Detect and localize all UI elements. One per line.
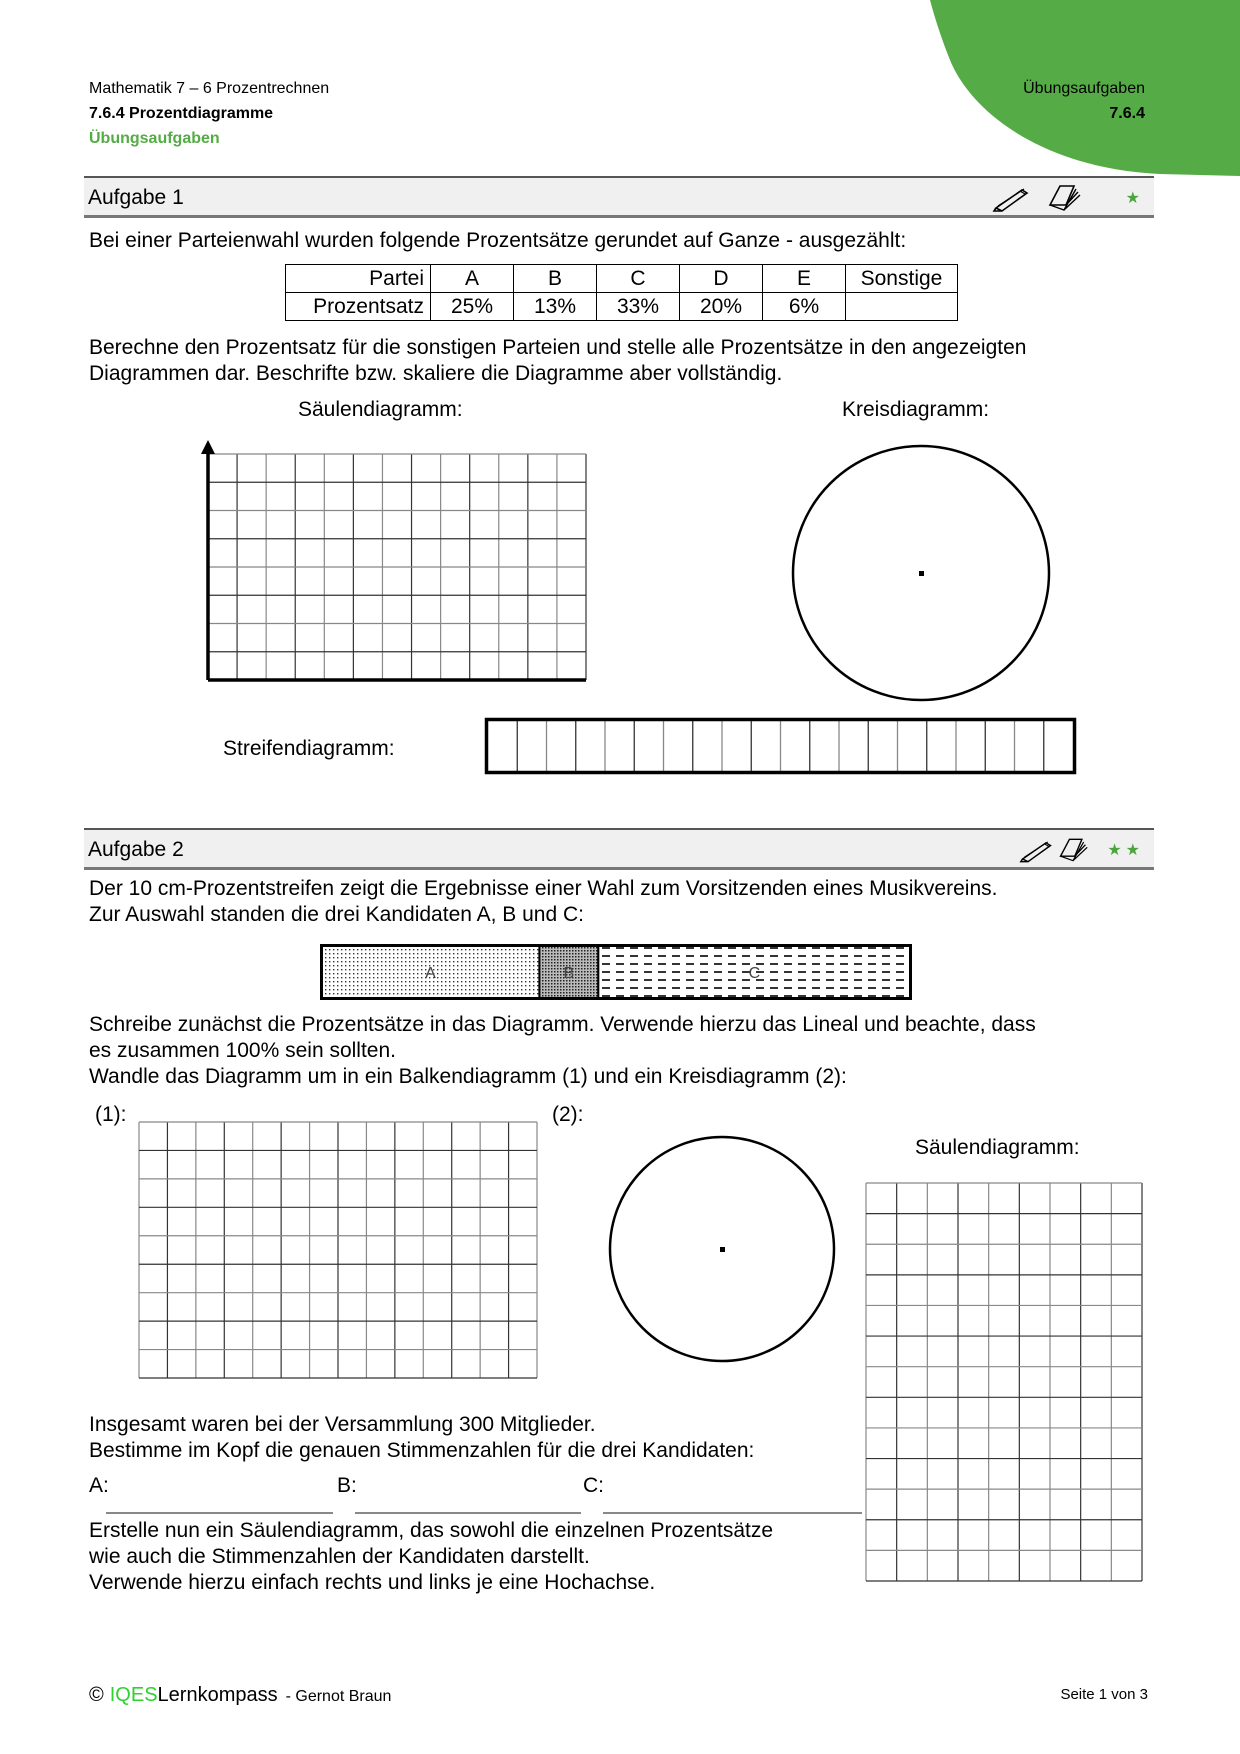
answer-label-a: A: — [89, 1474, 109, 1497]
task1-instruction-1: Berechne den Prozentsatz für die sonstigen Parteien und stelle alle Prozentsätze in den angezeigten — [89, 336, 1027, 359]
table-cell: C — [597, 265, 680, 293]
course-title: Mathematik 7 – 6 Prozentrechnen — [89, 80, 330, 97]
table-row — [286, 265, 958, 293]
copyright-symbol: © — [89, 1684, 104, 1706]
label-1: (1): — [95, 1103, 127, 1126]
table-cell: E — [763, 265, 846, 293]
circle-center-mark — [720, 1247, 725, 1252]
section-title: Übungsaufgaben — [89, 130, 220, 147]
answer-line-a[interactable] — [106, 1512, 333, 1514]
members-text: Insgesamt waren bei der Versammlung 300 Mitglieder. — [89, 1413, 596, 1436]
y-axis-arrow-icon — [201, 440, 215, 454]
table-cell: B — [514, 265, 597, 293]
table-cell: 33% — [597, 293, 680, 321]
table-cell: D — [680, 265, 763, 293]
answer-label-c: C: — [583, 1474, 604, 1497]
bar-chart-label: Säulendiagramm: — [298, 398, 463, 421]
answer-line-b[interactable] — [355, 1512, 581, 1514]
determine-text: Bestimme im Kopf die genauen Stimmenzahlen für die drei Kandidaten: — [89, 1439, 755, 1462]
pie-chart-circle[interactable] — [790, 444, 1052, 702]
sonstige-answer-cell[interactable] — [846, 293, 958, 321]
task2-text-1: Schreibe zunächst die Prozentsätze in das Diagramm. Verwende hierzu das Lineal und beachte, dass — [89, 1013, 1036, 1036]
task2-text-3: Wandle das Diagramm um in ein Balkendiagramm (1) und ein Kreisdiagramm (2): — [89, 1065, 847, 1088]
header-right-code: 7.6.4 — [1109, 105, 1145, 122]
percentage-table — [285, 264, 958, 321]
answer-line-c[interactable] — [603, 1512, 862, 1514]
page-header-right — [1023, 76, 1145, 126]
difficulty-stars: ★★ — [1107, 842, 1144, 859]
task2-title: Aufgabe 2 — [88, 838, 184, 861]
final-text-3: Verwende hierzu einfach rechts und links je eine Hochachse. — [89, 1571, 656, 1594]
column-chart-label: Säulendiagramm: — [915, 1136, 1080, 1159]
table-cell: A — [431, 265, 514, 293]
final-text-1: Erstelle nun ein Säulendiagramm, das sowohl die einzelnen Prozentsätze — [89, 1519, 774, 1542]
answer-label-b: B: — [337, 1474, 357, 1497]
task2-header — [84, 828, 1154, 870]
pencil-icon — [1019, 837, 1055, 863]
book-icon — [1057, 836, 1089, 864]
task1-instruction-2: Diagrammen dar. Beschrifte bzw. skaliere die Diagramme aber vollständig. — [89, 362, 783, 385]
stripe-diagram[interactable] — [485, 718, 1076, 774]
percent-stripe — [320, 944, 912, 1000]
table-row — [286, 293, 958, 321]
table-cell: Prozentsatz — [286, 293, 431, 321]
stripe-segment-label: C — [748, 965, 761, 982]
stripe-segment-label: A — [425, 965, 436, 982]
task2-intro-1: Der 10 cm-Prozentstreifen zeigt die Ergebnisse einer Wahl zum Vorsitzenden eines Musikvereins. — [89, 877, 998, 900]
table-cell: Partei — [286, 265, 431, 293]
logo-iqes: IQES — [109, 1684, 158, 1706]
table-cell: 6% — [763, 293, 846, 321]
page-number: Seite 1 von 3 — [1060, 1686, 1148, 1703]
pie-chart-label: Kreisdiagramm: — [842, 398, 990, 421]
bar-chart-grid[interactable] — [200, 440, 586, 680]
page-header-left — [89, 76, 329, 151]
table-cell: Sonstige — [846, 265, 958, 293]
label-2: (2): — [552, 1103, 584, 1126]
unit-title: 7.6.4 Prozentdiagramme — [89, 105, 274, 122]
task1-header — [84, 176, 1154, 218]
task1-title: Aufgabe 1 — [88, 186, 184, 209]
bar-chart-grid-1[interactable] — [139, 1122, 537, 1378]
task2-text-2: es zusammen 100% sein sollten. — [89, 1039, 396, 1062]
footer-left — [89, 1684, 391, 1707]
circle-center-mark — [919, 571, 924, 576]
pencil-icon — [992, 184, 1032, 212]
header-right-label: Übungsaufgaben — [1023, 80, 1145, 97]
table-cell: 13% — [514, 293, 597, 321]
difficulty-stars: ★ — [1125, 190, 1144, 207]
author: - Gernot Braun — [285, 1688, 392, 1705]
pie-chart-circle-2[interactable] — [607, 1134, 837, 1364]
final-text-2: wie auch die Stimmenzahlen der Kandidaten darstellt. — [89, 1545, 590, 1568]
stripe-segment-label: B — [563, 965, 575, 982]
table-cell: 20% — [680, 293, 763, 321]
book-icon — [1046, 183, 1082, 213]
task1-intro: Bei einer Parteienwahl wurden folgende Prozentsätze gerundet auf Ganze - ausgezählt: — [89, 229, 907, 252]
stripe-label: Streifendiagramm: — [223, 737, 395, 760]
column-chart-grid[interactable] — [866, 1183, 1142, 1581]
task2-intro-2: Zur Auswahl standen die drei Kandidaten A, B und C: — [89, 903, 584, 926]
table-cell: 25% — [431, 293, 514, 321]
logo-lernkompass: Lernkompass — [157, 1684, 278, 1706]
